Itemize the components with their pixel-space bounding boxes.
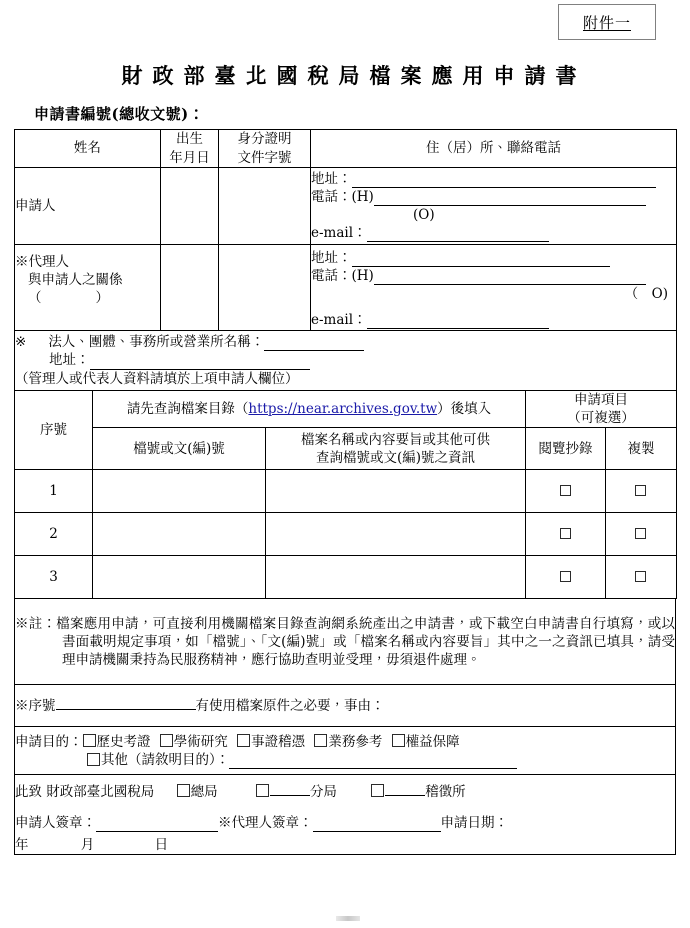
apply-item-line2: （可複選） (567, 410, 635, 427)
applicant-address-label: 地址： (311, 170, 352, 187)
checkbox-copy-1[interactable] (635, 485, 646, 496)
corporate-block (15, 331, 677, 391)
description-line2: 查詢檔號或文(編)號之資訊 (315, 449, 476, 466)
applicant-email-line (311, 224, 676, 242)
agent-phone-label: 電話： (311, 268, 352, 285)
corporate-name-line (15, 333, 676, 351)
checkbox-read-1[interactable] (560, 485, 571, 496)
agent-relation-label: 與申請人之關係 (28, 272, 123, 289)
archive-row-number: 3 (15, 556, 93, 599)
application-date-label: 申請日期： (440, 814, 508, 831)
date-day-label: 日 (154, 836, 169, 853)
archive-header-lookup (93, 391, 526, 428)
agent-contact-block (311, 245, 677, 331)
original-need-block (15, 685, 676, 727)
archive-table (14, 390, 677, 599)
checkbox-addressee-branch[interactable] (256, 784, 269, 797)
addressee-option-head: 總局 (190, 784, 218, 801)
agent-address-label: 地址： (311, 250, 352, 266)
agent-email-line (311, 311, 676, 329)
corporate-row (15, 331, 677, 391)
table-row (15, 470, 677, 513)
applicant-phone-home-input[interactable] (374, 193, 646, 206)
agent-phone-line (311, 267, 676, 285)
page-footer-mark (336, 916, 360, 921)
applicant-row (15, 168, 677, 245)
checkbox-purpose-other[interactable] (87, 753, 100, 766)
checkbox-addressee-office[interactable] (371, 784, 384, 797)
original-need-row (15, 685, 676, 727)
agent-email-input[interactable] (367, 316, 549, 329)
archive-header-file-number: 檔號或文(編)號 (93, 428, 266, 470)
purpose-line1 (15, 733, 675, 751)
note-text-wrap (15, 615, 675, 670)
checkbox-read-2[interactable] (560, 528, 571, 539)
agent-phone-office-label: （ O) (624, 286, 668, 303)
note-row (15, 599, 676, 685)
applicant-phone-home-label: (H) (351, 188, 374, 205)
checkbox-purpose-rights[interactable] (392, 734, 405, 747)
date-year-label: 年 (15, 836, 29, 853)
purpose-row (15, 727, 676, 775)
archive-row-file-number-input[interactable] (93, 513, 266, 556)
applicant-signature-input[interactable] (96, 819, 218, 832)
archive-header-read: 閱覽抄錄 (526, 428, 606, 470)
corporate-address-label: 地址： (49, 352, 90, 369)
addressee-office-input[interactable] (385, 783, 425, 796)
applicant-email-label: e-mail： (311, 225, 367, 242)
addressee-row (15, 775, 676, 855)
applicant-phone-label: 電話： (311, 188, 352, 205)
corporate-note: （管理人或代表人資料請填於上項申請人欄位） (15, 370, 299, 387)
date-line (15, 836, 675, 854)
signature-line (15, 814, 675, 832)
agent-row (15, 245, 677, 331)
archive-header-row-1 (15, 391, 677, 428)
agent-label: ※代理人 (15, 254, 69, 270)
purpose-block (15, 727, 676, 775)
description-line1: 檔案名稱或內容要旨或其他可供 (301, 431, 490, 448)
header-birthdate (161, 130, 219, 168)
purpose-option-academic: 學術研究 (173, 733, 228, 750)
applicant-phone-line (311, 188, 676, 206)
agent-signature-label: ※代理人簽章： (218, 814, 313, 831)
purpose-option-rights: 權益保障 (405, 733, 460, 750)
attachment-tag-label: 附件一 (582, 13, 631, 32)
checkbox-purpose-academic[interactable] (160, 734, 173, 747)
archive-header-serial: 序號 (15, 391, 93, 470)
apply-item-line1: 申請項目 (574, 392, 629, 408)
agent-address-input[interactable] (352, 254, 610, 267)
corporate-address-line (15, 351, 676, 369)
checkbox-purpose-evidence[interactable] (237, 734, 250, 747)
archive-lookup-prefix: 請先查詢檔案目錄（ (126, 401, 249, 418)
purpose-other-label: 其他（請敘明目的）： (101, 751, 230, 768)
header-id-document-line1: 身分證明 (237, 131, 292, 148)
archive-header-apply-item (526, 391, 677, 428)
checkbox-read-3[interactable] (560, 571, 571, 582)
archive-row-file-number-input[interactable] (93, 556, 266, 599)
archive-row-description-input[interactable] (266, 513, 526, 556)
archive-row-number: 2 (15, 513, 93, 556)
table-row (15, 513, 677, 556)
agent-id-document-field[interactable] (219, 245, 311, 331)
agent-address-line (311, 249, 676, 267)
header-name: 姓名 (15, 130, 161, 168)
checkbox-purpose-business[interactable] (314, 734, 327, 747)
archive-row-read-cell[interactable] (526, 556, 606, 599)
applicant-contact-block (311, 168, 677, 245)
applicant-signature-label: 申請人簽章： (15, 814, 96, 831)
agent-email-label: e-mail： (311, 311, 367, 328)
purpose-option-evidence: 事證稽憑 (251, 733, 306, 750)
agent-phone-home-label: (H) (351, 268, 374, 285)
archive-row-number: 1 (15, 470, 93, 513)
agent-relation-input[interactable]: （ ） (28, 290, 109, 307)
archive-row-copy-cell[interactable] (606, 556, 677, 599)
addressee-line (15, 783, 675, 801)
purpose-option-history: 歷史考證 (96, 733, 151, 750)
archive-row-file-number-input[interactable] (93, 470, 266, 513)
note-block (15, 599, 676, 685)
table-row (15, 556, 677, 599)
archive-row-read-cell[interactable] (526, 470, 606, 513)
checkbox-copy-2[interactable] (635, 528, 646, 539)
addressee-option-office: 稽徵所 (425, 784, 466, 801)
agent-signature-input[interactable] (313, 819, 441, 832)
purpose-line2 (15, 751, 675, 769)
attachment-tag-box (558, 4, 656, 40)
agent-phone-home-input[interactable] (374, 272, 646, 285)
addressee-branch-input[interactable] (270, 783, 310, 796)
archive-row-description-input[interactable] (266, 556, 526, 599)
archive-header-row-2 (15, 428, 677, 470)
header-address-phone: 住（居）所、聯絡電話 (311, 130, 677, 168)
application-number-label: 申請書編號(總收文號)： (34, 105, 205, 123)
corporate-name-label: 法人、團體、事務所或營業所名稱： (48, 334, 265, 351)
applicant-birthdate-field[interactable] (161, 168, 219, 245)
addressee-prefix: 此致 財政部臺北國稅局 (15, 784, 155, 801)
note-text: 檔案應用申請，可直接利用機關檔案目錄查詢網系統產出之申請書，或下載空白申請書自行填寫，或以書面載明規定事項，如「檔號」、「文(編)號」或「檔案名稱或內容要旨」其中之一之資訊已填具，請受理申請機關秉持為民服務精神，應行協助查明並受理，毋須退件處理。 (56, 615, 676, 669)
header-id-document (219, 130, 311, 168)
archive-lookup-suffix: ）後填入 (437, 401, 492, 418)
checkbox-copy-3[interactable] (635, 571, 646, 582)
bottom-table (14, 598, 676, 855)
applicant-email-input[interactable] (367, 229, 549, 242)
application-form (14, 129, 676, 855)
archive-header-description (266, 428, 526, 470)
applicant-label: 申請人 (15, 168, 161, 245)
corporate-name-input[interactable] (264, 338, 364, 351)
archive-row-read-cell[interactable] (526, 513, 606, 556)
checkbox-purpose-history[interactable] (83, 734, 96, 747)
applicant-phone-office-label: (O) (413, 207, 435, 223)
archive-row-description-input[interactable] (266, 470, 526, 513)
corporate-mark: ※ (15, 334, 27, 351)
original-need-suffix: 有使用檔案原件之必要，事由： (195, 697, 385, 714)
note-label: ※註： (15, 615, 57, 632)
purpose-other-input[interactable] (229, 756, 517, 769)
purpose-label: 申請目的： (15, 733, 83, 750)
page-title: 財政部臺北國稅局檔案應用申請書 (121, 63, 587, 88)
date-month-label: 月 (80, 836, 95, 853)
original-need-prefix: ※序號 (15, 697, 56, 714)
applicant-address-input[interactable] (352, 175, 656, 188)
original-need-serial-input[interactable] (56, 697, 196, 710)
archive-row-copy-cell[interactable] (606, 513, 677, 556)
addressee-block (15, 775, 676, 855)
purpose-option-business: 業務參考 (328, 733, 383, 750)
checkbox-addressee-head[interactable] (177, 784, 190, 797)
archive-header-copy: 複製 (606, 428, 677, 470)
corporate-address-input[interactable] (90, 357, 310, 370)
form-table (14, 129, 677, 391)
agent-label-cell (15, 245, 161, 331)
applicant-address-line (311, 170, 676, 188)
archive-row-copy-cell[interactable] (606, 470, 677, 513)
header-birthdate-line2: 年月日 (169, 149, 210, 166)
applicant-id-document-field[interactable] (219, 168, 311, 245)
person-header-row (15, 130, 677, 168)
archive-catalog-link[interactable]: https://near.archives.gov.tw (248, 401, 438, 418)
agent-birthdate-field[interactable] (161, 245, 219, 331)
header-id-document-line2: 文件字號 (237, 149, 292, 166)
header-birthdate-line1: 出生 (176, 131, 203, 148)
addressee-option-branch: 分局 (309, 784, 337, 801)
